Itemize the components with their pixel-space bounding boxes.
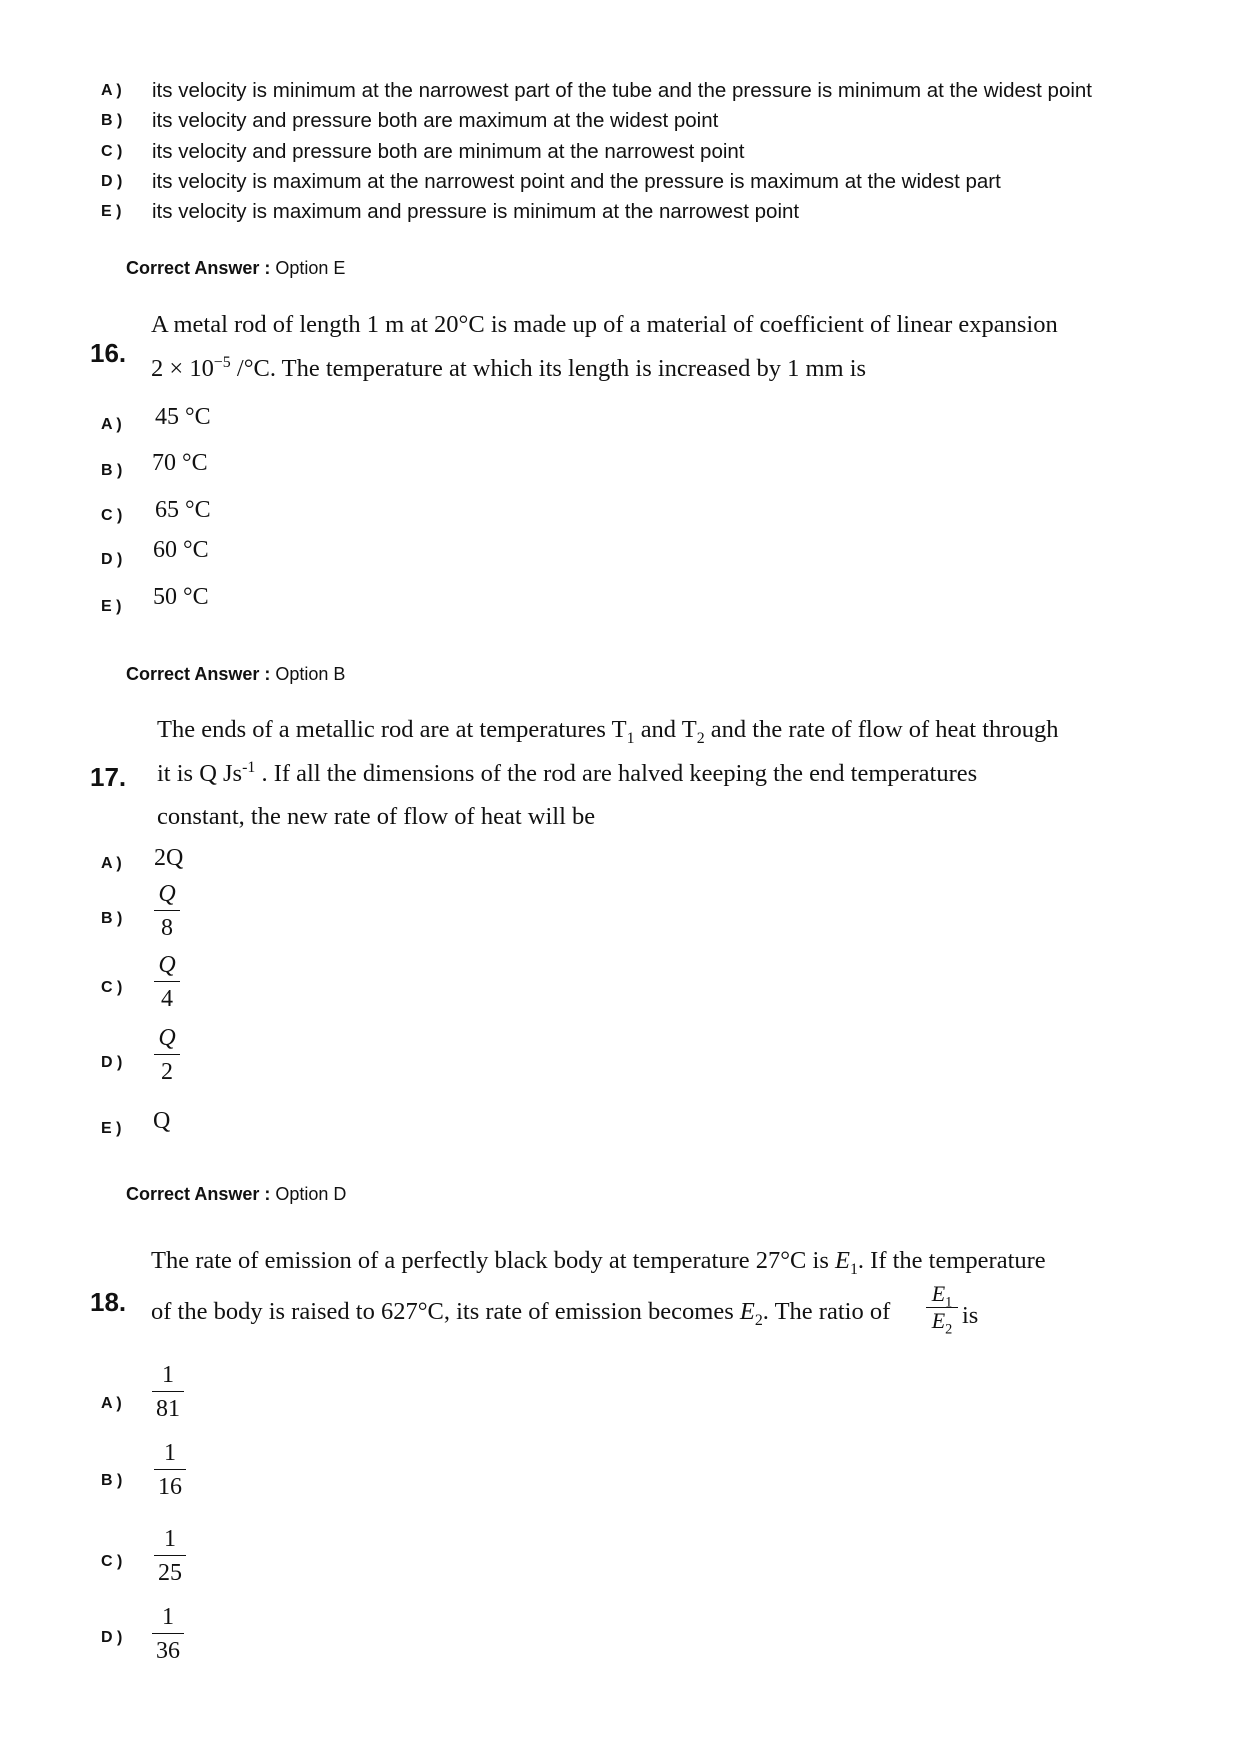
q17-stem-line3: constant, the new rate of flow of heat will be [157,803,596,830]
q16-option-d-label: D ) [101,551,123,568]
q17-option-d-fraction [154,1025,180,1085]
q15-correct-answer [126,258,345,279]
q17-unit-exponent: -1 [242,758,256,776]
q18-stem-line2 [151,1298,891,1329]
q18-option-a-label: A ) [101,1395,122,1412]
q16-option-d-text: 60 °C [153,537,209,563]
q16-option-a-label: A ) [101,416,122,433]
q18-option-c-denominator: 25 [158,1560,182,1586]
q18-e2-symbol: E [739,1298,755,1325]
q18-option-b-fraction-bar [154,1469,186,1470]
q16-option-e-text: 50 °C [153,584,209,610]
q17-t1-subscript: 1 [626,729,635,747]
q17-t2-subscript: 2 [696,729,705,747]
q17-option-b-fraction [154,881,180,941]
q18-option-c-label: C ) [101,1553,123,1570]
q18-number: 18. [90,1287,127,1317]
q18-option-a-numerator: 1 [162,1362,174,1388]
q18-line2-part1: of the body is raised to 627°C, its rate of emission becomes [151,1298,740,1325]
q16-stem-line2-rest: /°C. The temperature at which its length is increased by 1 mm is [230,355,867,382]
q16-option-a-text: 45 °C [155,404,211,430]
q16-stem-line2 [151,355,866,383]
q17-option-c-fraction-bar [154,981,180,982]
q18-option-a-fraction [152,1362,184,1422]
q16-option-b-text: 70 °C [152,450,208,476]
q16-option-b-label: B ) [101,462,123,479]
q18-stem-line1 [151,1247,1046,1278]
q17-option-b-denominator: 8 [161,915,173,941]
q18-option-b-label: B ) [101,1472,123,1489]
q16-stem-line1: A metal rod of length 1 m at 20°C is made up of a material of coefficient of linear expansion [151,311,1058,338]
q18-ratio-num-symbol: E [931,1281,946,1306]
q18-e2-subscript: 2 [754,1311,763,1329]
q15-option-e-text: its velocity is maximum and pressure is minimum at the narrowest point [152,200,800,223]
q17-line1-part3: and the rate of flow of heat through [704,716,1059,743]
q17-option-d-fraction-bar [154,1054,180,1055]
q18-option-c-fraction-bar [154,1555,186,1556]
q16-option-c-text: 65 °C [155,497,211,523]
q17-option-d-numerator: Q [158,1025,176,1051]
q18-line1-part1: The rate of emission of a perfectly black body at temperature 27°C is [151,1247,835,1274]
q15-option-d-text: its velocity is maximum at the narrowest point and the pressure is maximum at the widest part [152,170,1001,193]
q18-ratio-numerator [926,1281,958,1311]
q18-e1-symbol: E [835,1247,850,1274]
q18-option-d-label: D ) [101,1629,123,1646]
q18-ratio-den-symbol: E [931,1308,946,1333]
q15-option-e-label: E ) [101,203,122,220]
q17-option-c-numerator: Q [158,952,176,978]
q17-option-b-label: B ) [101,910,123,927]
q17-option-c-denominator: 4 [161,986,173,1012]
q17-option-a-text: 2Q [154,845,184,871]
q17-stem-line1 [157,716,1059,747]
q17-number: 17. [90,762,127,792]
q18-ratio-den-subscript: 2 [945,1321,953,1338]
q17-stem-line2 [157,760,977,788]
q18-ratio-num-subscript: 1 [945,1294,953,1311]
q18-stem-line2-end: is [962,1302,979,1329]
q17-line1-part1: The ends of a metallic rod are at temperatures T [157,716,627,743]
q15-answer-value: Option E [275,258,346,278]
q17-option-e-text: Q [153,1108,171,1134]
q18-option-b-numerator: 1 [164,1440,176,1466]
q17-answer-value: Option D [275,1184,347,1204]
q15-option-d-label: D ) [101,173,123,190]
q16-coefficient-exponent: −5 [213,353,231,371]
q15-option-b-text: its velocity and pressure both are maximum at the widest point [152,109,719,132]
q15-option-c-label: C ) [101,143,123,160]
q15-option-a-text: its velocity is minimum at the narrowest part of the tube and the pressure is minimum at the widest point [152,79,1092,102]
q17-line2-part1: it is Q Js [157,760,243,787]
q16-correct-answer [126,664,345,685]
q18-ratio-fraction [926,1281,958,1338]
q16-option-c-label: C ) [101,507,123,524]
q17-option-e-label: E ) [101,1120,122,1137]
q17-option-d-denominator: 2 [161,1059,173,1085]
q15-option-a-label: A ) [101,82,122,99]
q18-option-d-denominator: 36 [156,1638,180,1664]
q18-e1-subscript: 1 [849,1260,858,1278]
q18-option-c-numerator: 1 [164,1526,176,1552]
q18-option-a-denominator: 81 [156,1396,180,1422]
q17-option-c-fraction [154,952,180,1012]
q15-option-c-text: its velocity and pressure both are minimum at the narrowest point [152,140,745,163]
q18-line1-part2: . If the temperature [857,1247,1046,1274]
q18-option-a-fraction-bar [152,1391,184,1392]
q17-option-d-label: D ) [101,1054,123,1071]
q17-option-c-label: C ) [101,979,123,996]
q18-option-b-denominator: 16 [158,1474,182,1500]
q18-option-b-fraction [154,1440,186,1500]
q17-option-a-label: A ) [101,855,122,872]
q17-line2-part2: . If all the dimensions of the rod are halved keeping the end temperatures [255,760,978,787]
q17-option-b-numerator: Q [158,881,176,907]
q16-answer-value: Option B [275,664,346,684]
q16-option-e-label: E ) [101,598,122,615]
q16-coefficient: 2 × 10 [151,355,214,382]
q16-answer-label: Correct Answer : [126,664,271,684]
q15-answer-label: Correct Answer : [126,258,271,278]
q17-correct-answer [126,1184,346,1205]
q18-line2-part2: . The ratio of [762,1298,891,1325]
q18-ratio-denominator [926,1308,958,1338]
q17-line1-part2: and T [634,716,697,743]
q18-option-d-fraction [152,1604,184,1664]
q18-option-d-fraction-bar [152,1633,184,1634]
q17-option-b-fraction-bar [154,910,180,911]
q17-answer-label: Correct Answer : [126,1184,271,1204]
q15-option-b-label: B ) [101,112,123,129]
q16-number: 16. [90,338,127,368]
q18-option-d-numerator: 1 [162,1604,174,1630]
q18-option-c-fraction [154,1526,186,1586]
